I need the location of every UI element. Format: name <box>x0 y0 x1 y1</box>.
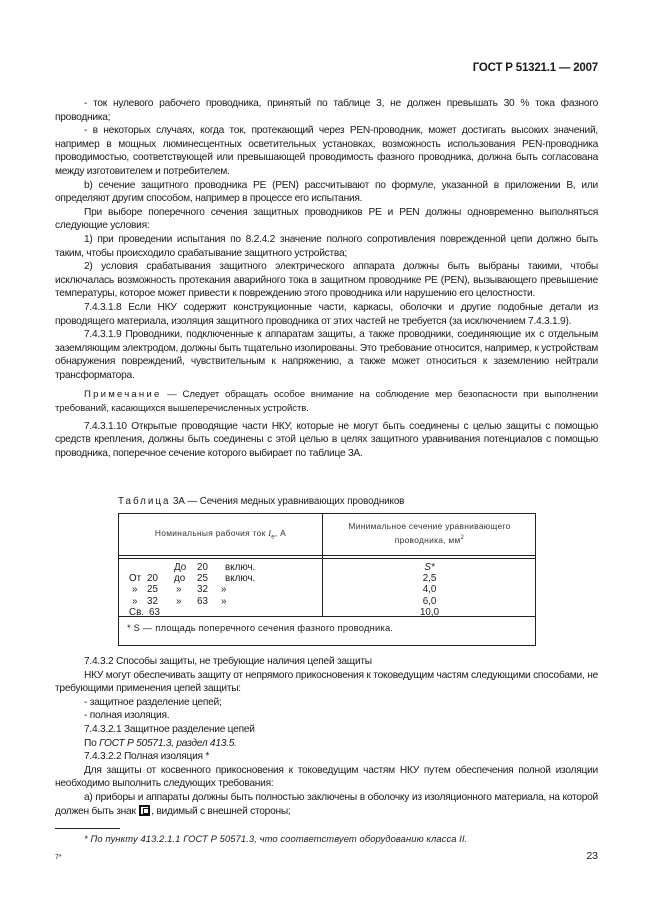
paragraph: 7.4.3.2 Способы защиты, не требующие наличия цепей защиты <box>84 656 372 667</box>
table-3a <box>118 513 536 646</box>
table-row: Св. 63 <box>129 606 160 618</box>
paragraph: 2) условия срабатывания защитного электрического аппарата должны быть выбраны такими, чтобы исключалась возможность протекания аварийного тока в защитном проводнике PE (PEN), вызывающего превышение температуры, которое может привести к повреждению этого проводника или нарушению его целостности. <box>55 261 598 300</box>
note <box>55 388 598 415</box>
paragraph: 7.4.3.1.10 Открытые проводящие части НКУ, которые не могут быть соединены с целью защиты с помощью средств крепления, должны быть соединены с этой целью в целях защитного уравнивания потенциалов с помощью проводника, поперечное сечение которого выбирает по таблице 3А. <box>55 420 598 459</box>
note-label: Примечание <box>84 389 162 401</box>
paragraph: - ток нулевого рабочего проводника, принятый по таблице 3, не должен превышать 30 % тока фазного проводника; <box>55 98 598 123</box>
double-insulation-square-icon <box>139 805 150 816</box>
paragraph: b) сечение защитного проводника PE (PEN) рассчитывают по формуле, указанной в приложении B, или определяют другим способом, например в процессе его испытания. <box>55 179 598 205</box>
table-footnote: * S — площадь поперечного сечения фазного проводника. <box>127 622 394 633</box>
reference-line: По ГОСТ Р 50571.3, раздел 413.5. <box>84 737 237 749</box>
column-header-section: Минимальное сечение уравнивающего проводника, $мм^2$ <box>348 521 511 545</box>
current-ranges <box>119 562 322 618</box>
table-row: До 20 включ. <box>174 562 256 573</box>
paragraph: Для защиты от косвенного прикосновения к токоведущим частям НКУ путем обеспечения полной изоляции необходимо выполнить следующих требования: <box>55 764 598 790</box>
document-code-header: ГОСТ Р 51321.1 — 2007 <box>472 62 598 74</box>
note-text: — Следует обращать особое внимание на соблюдение мер безопасности при выполнении требований, касающихся вышеперечисленных устройств. <box>55 389 598 415</box>
header-rule <box>119 555 535 556</box>
signature-mark: 7* <box>55 854 62 861</box>
table-caption <box>118 496 404 507</box>
paragraph: 7.4.3.2.1 Защитное разделение цепей <box>84 723 255 735</box>
table-cell: 10,0 <box>419 606 440 618</box>
table-cell: 6,0 <box>422 595 437 607</box>
paragraph: 7.4.3.1.8 Если НКУ содержит конструкционные части, каркасы, оболочки и другие подобные детали из проводящего материала, изоляция защитного проводника от этих частей не требуется (за исключением 7.4.3.1.9). <box>55 301 598 327</box>
body-text-top <box>55 97 598 460</box>
table-cell: S* <box>424 562 435 573</box>
paragraph: При выборе поперечного сечения защитных проводников PE и PEN должны одновременно выполняться следующие условия: <box>55 206 598 232</box>
page-footnote: * По пункту 413.2.1.1 ГОСТ Р 50571.3, что соответствует оборудованию класса II. <box>84 833 468 844</box>
footnote-rule <box>55 828 120 829</box>
column-header-current: Номинальныя рабочия ток $I_e$, А <box>154 528 287 541</box>
paragraph: 7.4.3.2.2 Полная изоляция * <box>84 751 210 763</box>
table-caption-text: 3А — Сечения медных уравнивающих проводников <box>170 496 405 507</box>
list-item-a: а) приборы и аппараты должны быть полностью заключены в оболочку из изоляционного материала, на которой должен быть знак , видимый с внешней стороны; <box>55 791 598 817</box>
page-number: 23 <box>586 850 598 862</box>
paragraph: 1) при проведении испытания по 8.2.4.2 значение полного сопротивления поврежденной цепи должно быть таким, чтобы происходило срабатывание защитного устройства; <box>55 233 598 259</box>
table-caption-label: Таблица <box>118 496 171 507</box>
list-item: - защитное разделение цепей; <box>84 696 222 708</box>
paragraph: 7.4.3.1.9 Проводники, подключенные к аппаратам защиты, а также проводники, соединяющие их с отдельным заземляющим электродом, должны быть тщательно изолированы. Это требование относится, например, к устройствам обнаружения повреждений, чувствительным к напряжению, а также может относиться к заземлению нейтрали трансформатора. <box>55 329 598 381</box>
header-rule <box>119 558 535 559</box>
body-text-bottom <box>55 655 598 818</box>
table-cell: 2,5 <box>422 573 437 585</box>
paragraph: - в некоторых случаях, когда ток, протекающий через PEN-проводник, может достигать высоких значений, например в мощных люминесцентных осветительных установках, возможность использования PEN-проводника проводимостью, соответствующей или превышающей проводимость фазного проводника, должна быть согласована между изготовителем и потребителем. <box>55 125 598 177</box>
table-row: » 32 » 63 » <box>132 595 227 607</box>
list-item: - полная изоляция. <box>84 710 170 722</box>
table-cell: 4,0 <box>422 584 437 596</box>
table-row: От 20 до 25 включ. <box>129 573 256 585</box>
table-row: » 25 » 32 » <box>132 584 227 596</box>
paragraph: НКУ могут обеспечивать защиту от непрямого прикосновения к токоведущим частям следующими способами, не требующими применения цепей защиты: <box>55 669 598 695</box>
standard-reference: ГОСТ Р 50571.3, раздел 413.5. <box>99 737 237 749</box>
section-values <box>323 562 536 618</box>
